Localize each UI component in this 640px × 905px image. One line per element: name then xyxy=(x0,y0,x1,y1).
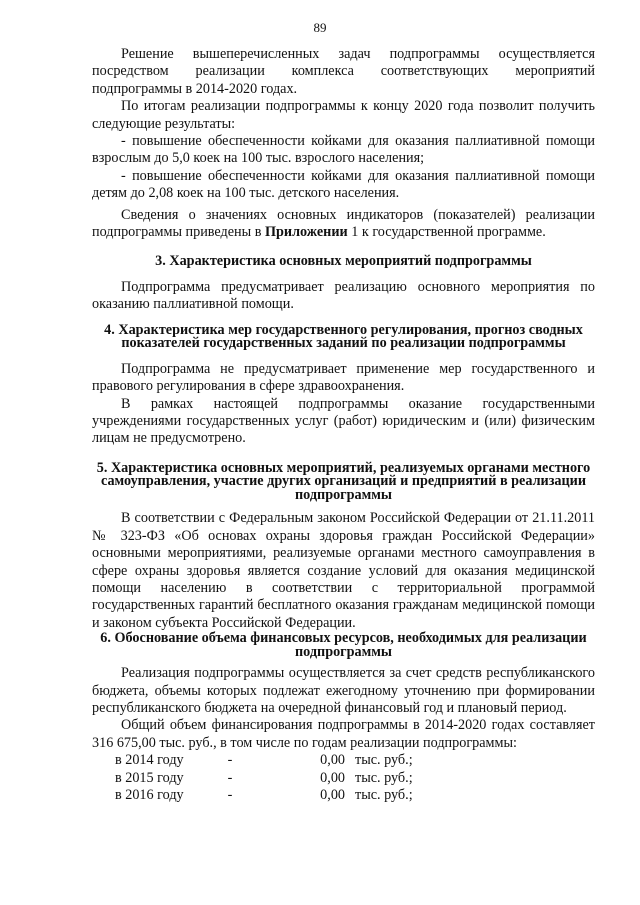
appendix-label: Приложении xyxy=(264,224,348,241)
funding-amount: 0,00 xyxy=(320,769,345,786)
paragraph: Подпрограмма предусматривает реализацию основного мероприятия по оказанию паллиативной помощи. xyxy=(92,278,595,313)
paragraph: По итогам реализации подпрограммы к концу 2020 года позволит получить следующие результаты: xyxy=(92,98,595,132)
funding-amount: 0,00 xyxy=(320,752,345,769)
paragraph: - повышение обеспеченности койками для оказания паллиативной помощи взрослым до 5,0 коек на 100 тыс. взрослого населения; xyxy=(92,133,595,167)
section-6-heading: 6. Обоснование объема финансовых ресурсов, необходимых для реализации подпрограммы xyxy=(100,630,587,660)
paragraph: - повышение обеспеченности койками для оказания паллиативной помощи детям до 2,08 коек на 100 тыс. детского населения. xyxy=(92,167,595,202)
funding-dash: - xyxy=(227,786,233,803)
funding-amount: 0,00 xyxy=(320,786,345,803)
funding-year: в 2014 году xyxy=(115,752,184,769)
text-fragment: 1 к государственной программе. xyxy=(347,224,546,241)
funding-row xyxy=(115,752,595,769)
funding-unit: тыс. руб.; xyxy=(355,786,413,803)
section-4-heading: 4. Характеристика мер государственного регулирования, прогноз сводных показателей государственных заданий по реализации подпрограммы xyxy=(104,321,583,352)
paragraph: В рамках настоящей подпрограммы оказание государственными учреждениями государственных услуг (работ) юридическим и (или) физическим лицам не предусмотрено. xyxy=(92,395,595,447)
section-3-heading: 3. Характеристика основных мероприятий подпрограммы xyxy=(155,253,532,270)
page-number: 89 xyxy=(313,20,327,35)
page-content xyxy=(92,46,595,804)
funding-row xyxy=(115,770,595,787)
funding-dash: - xyxy=(227,752,233,769)
paragraph: Реализация подпрограммы осуществляется за счет средств республиканского бюджета, объемы которых подлежат ежегодному уточнению при формировании республиканского бюджета на очередной финансовый год и плановый период. xyxy=(92,665,595,716)
funding-unit: тыс. руб.; xyxy=(355,769,413,786)
funding-year: в 2015 году xyxy=(115,769,184,786)
paragraph: В соответствии с Федеральным законом Российской Федерации от 21.11.2011 № 323-ФЗ «Об основах охраны здоровья граждан Российской Федерации» основными мероприятиями, реализуемые органами местного самоуправления в сфере охраны здоровья является создание условий для оказания медицинской помощи населению в соответствии с территориальной программой государственных гарантий бесплатного оказания гражданам медицинской помощи и законом субъекта Российской Федерации. xyxy=(92,510,595,631)
text-fragment: Сведения о значениях основных индикаторов (показателей) реализации подпрограммы приведены в xyxy=(92,206,595,241)
paragraph-appendix-reference xyxy=(92,207,595,242)
section-5-heading: 5. Характеристика основных мероприятий, реализуемых органами местного самоуправления, участие других организаций и предприятий в реализации подпрограммы xyxy=(96,459,591,503)
funding-year: в 2016 году xyxy=(115,786,184,803)
paragraph: Подпрограмма не предусматривает применение мер государственного и правового регулирования в сфере здравоохранения. xyxy=(92,360,595,395)
paragraph: Общий объем финансирования подпрограммы в 2014-2020 годах составляет 316 675,00 тыс. руб., в том числе по годам реализации подпрограммы: xyxy=(92,717,595,751)
funding-dash: - xyxy=(227,769,233,786)
funding-by-year-list xyxy=(115,752,595,804)
paragraph: Решение вышеперечисленных задач подпрограммы осуществляется посредством реализации комплекса соответствующих мероприятий подпрограммы в 2014-2020 годах. xyxy=(92,46,595,97)
funding-unit: тыс. руб.; xyxy=(355,752,413,769)
funding-row xyxy=(115,787,595,804)
